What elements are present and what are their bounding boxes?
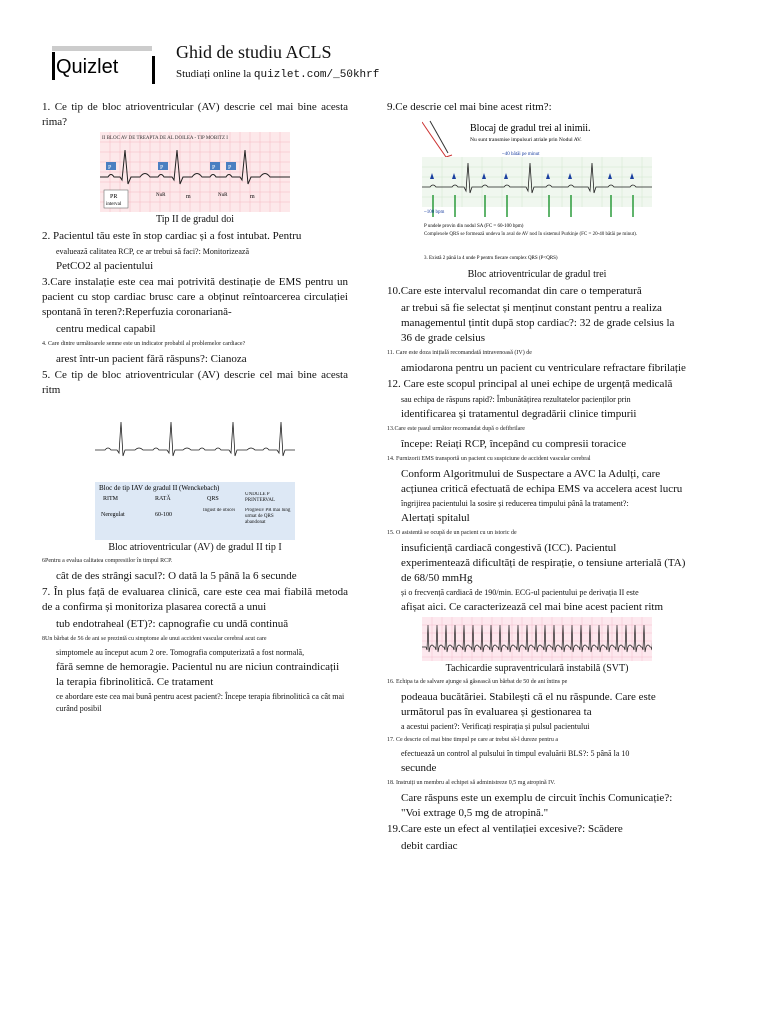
question-15: 15. O asistentă se ocupă de un pacient cu un istoric de	[387, 530, 517, 536]
question-17-detail: efectuează un control al pulsului în timpul evaluării BLS?: 5 până la 10	[401, 749, 630, 758]
question-10-answer: ar trebui să fie selectat și menținut constant pentru a realiza managementul țintit după stop cardiac?: 32 de grade celsius la 36 de grade celsius	[401, 302, 675, 344]
svg-text:RATĂ: RATĂ	[155, 496, 171, 502]
document-title: Ghid de studiu ACLS	[176, 42, 332, 62]
svg-text:P: P	[160, 165, 164, 171]
logo-bar	[52, 46, 152, 51]
svg-text:~100 bpm: ~100 bpm	[424, 210, 445, 215]
question-11: 11. Care este doza inițială recomandată intravenoasă (IV) de	[387, 350, 532, 356]
ecg-figure-svt	[422, 617, 652, 661]
question-18-answer: Care răspuns este un exemplu de circuit închis Comunicație?: "Voi extrage 0,5 mg de atropină."	[401, 792, 673, 819]
question-15-answer: insuficiență cardiacă congestivă (ICC). Pacientul experimentează dificultăți de respirație, o tensiune arterială (TA) de 68/50 mmHg	[401, 542, 686, 584]
question-7: 7. În plus față de evaluarea clinică, care este cea mai fiabilă metoda de a confirma și monitoriza plasarea corectă a unui	[42, 586, 348, 613]
logo-bar	[152, 56, 155, 84]
right-column	[387, 100, 687, 855]
svg-text:m: m	[186, 194, 191, 200]
subtitle-prefix: Studiați online la	[176, 68, 254, 80]
svg-text:P undele provin din nodul SA (: P undele provin din nodul SA (FC = 60-100 bpm)	[424, 224, 524, 229]
question-9: 9.Ce descrie cel mai bine acest ritm?:	[387, 101, 552, 113]
svg-text:P: P	[108, 165, 112, 171]
question-2: 2. Pacientul tău este în stop cardiac și a fost intubat. Pentru	[42, 230, 302, 242]
fig2-caption: Bloc de tip IAV de gradul II (Wenckebach)	[99, 484, 220, 492]
question-19-answer: debit cardiac	[401, 840, 458, 852]
svg-text:Neregulat: Neregulat	[101, 512, 125, 518]
figure-4-answer: Tachicardie supraventriculară instabilă (SVT)	[445, 663, 629, 674]
question-18: 18. Instruiți un membru al echipei să administreze 0,5 mg atropină IV.	[387, 780, 556, 786]
question-10: 10.Care este intervalul recomandat din care o temperatură	[387, 285, 642, 297]
svg-text:NuR: NuR	[156, 193, 166, 198]
question-12: 12. Care este scopul principal al unei echipe de urgență medicală	[387, 378, 673, 390]
svg-text:RITM: RITM	[103, 496, 118, 502]
ecg-figure-third-degree: Blocaj de gradul trei al inimii. Nu sunt transmise impulsuri atriale prin Nodul AV. ~40 bătăi pe minut ~100 bpm P undele provin din nodul SA (FC = 60-100 bpm) Complexele QRS se formează undeva în aval de AV nod în sistemul Purkinje (FC = 20-40 bătăi pe minut). 3. Există 2 până la 4 unde P pentru fiecare complex QRS (P<QRS)	[422, 117, 652, 267]
question-16-answer: podeaua bucătăriei. Stabilești că el nu răspunde. Care este următorul pas în evaluarea și gestionarea ta	[401, 691, 656, 718]
question-8-answer-detail: ce abordare este cea mai bună pentru acest pacient?: Începe terapia fibrinolitică ca cât mai curând posibil	[56, 692, 345, 713]
question-14-answer-2: Alertați spitalul	[401, 512, 470, 524]
document-subtitle	[176, 68, 379, 81]
ecg-figure-wenckebach: Bloc de tip IAV de gradul II (Wenckebach) RITM RATĂ QRS UNDULE P PRINTERVAL Neregulat 60-100 Îngust de obicei Progresiv PR mai lung urmat de QRS abandonat	[95, 400, 295, 540]
question-4-answer: arest într-un pacient fără răspuns?: Cianoza	[56, 353, 247, 365]
question-3: 3.Care instalație este cea mai potrivită destinație de EMS pentru un pacient cu stop cardiac brusc care a obținut reîntoarcerea circulației spontană în teren?:Reperfuzia coronariană-	[42, 276, 348, 318]
svg-text:PR: PR	[110, 194, 118, 200]
question-15-answer-2: afișat aici. Ce caracterizează cel mai bine acest pacient ritm	[401, 601, 664, 613]
figure-2-answer: Bloc atrioventricular (AV) de gradul II tip I	[108, 542, 282, 553]
fig3-subtitle: Nu sunt transmise impulsuri atriale prin Nodul AV.	[470, 137, 582, 143]
figure-1-answer: Tip II de gradul doi	[156, 214, 234, 225]
svg-text:m: m	[250, 194, 255, 200]
fig3-title: Blocaj de gradul trei al inimii.	[470, 123, 591, 134]
question-12-answer: identificarea și tratamentul degradării clinice timpurii	[401, 408, 637, 420]
question-16: 16. Echipa ta de salvare ajunge să găsească un bărbat de 50 de ani întins pe	[387, 679, 568, 685]
logo-bar	[52, 52, 55, 80]
question-6-answer: cât de des strângi sacul?: O dată la 5 până la 6 secunde	[56, 570, 297, 582]
question-19: 19.Care este un efect al ventilației excesive?: Scădere	[387, 823, 623, 835]
question-16-detail: a acestui pacient?: Verificați respirația și pulsul pacientului	[401, 722, 590, 731]
question-1: 1. Ce tip de bloc atrioventricular (AV) descrie cel mai bine acesta rima?	[42, 101, 349, 128]
question-8-detail: simptomele au început acum 2 ore. Tomografia computerizată a fost normală,	[56, 648, 305, 657]
svg-text:NuR: NuR	[218, 193, 228, 198]
question-14-detail: îngrijirea pacientului la sosire și reducerea timpului până la tratament?:	[401, 499, 629, 508]
question-7-answer: tub endotraheal (ET)?: capnografie cu undă continuă	[56, 618, 289, 630]
question-13-answer: începe: Reiați RCP, începând cu compresii toracice	[401, 438, 627, 450]
svg-text:60-100: 60-100	[155, 512, 172, 518]
question-14: 14. Furnizorii EMS transportă un pacient cu suspiciune de accident vascular cerebral	[387, 456, 591, 462]
left-column	[42, 100, 348, 716]
question-13: 13.Care este pasul următor recomandat după o defibrilare	[387, 426, 525, 432]
question-11-answer: amiodarona pentru un pacient cu ventriculare refractare fibrilație	[401, 362, 686, 374]
quizlet-logo	[52, 46, 156, 84]
svg-text:QRS: QRS	[207, 496, 219, 502]
question-15-detail: și o frecvență cardiacă de 190/min. ECG-ul pacientului pe derivația II este	[401, 588, 639, 597]
question-14-answer: Conform Algoritmului de Suspectare a AVC la Adulți, care acțiunea critică efectuată de echipa EMS va accelera acest lucru	[401, 468, 683, 495]
fig1-title: II BLOC AV DE TREAPTA DE AL DOILEA - TIP MOBITZ I	[102, 136, 228, 141]
question-2-detail: evaluează calitatea RCP, ce ar trebui să faci?: Monitorizează	[56, 247, 250, 256]
svg-text:3. Există 2 până la 4 unde P p: 3. Există 2 până la 4 unde P pentru fiecare complex QRS (P<QRS)	[424, 256, 558, 261]
svg-text:interval: interval	[106, 202, 122, 207]
figure-3-answer: Bloc atrioventricular de gradul trei	[467, 269, 607, 280]
svg-text:~40 bătăi pe minut: ~40 bătăi pe minut	[502, 152, 540, 157]
svg-text:P: P	[228, 165, 232, 171]
question-4: 4. Care dintre următoarele semne este un indicator probabil al problemelor cardiace?	[42, 341, 246, 347]
question-12-detail: sau echipa de răspuns rapid?: Îmbunătățirea rezultatelor pacienților prin	[401, 395, 631, 404]
question-6: 6Pentru a evalua calitatea compresiilor în timpul RCP.	[42, 558, 173, 564]
question-3-answer: centru medical capabil	[56, 323, 156, 335]
quizlet-url[interactable]: quizlet.com/_50khrf	[253, 69, 380, 81]
question-17: 17. Ce descrie cel mai bine timpul pe care ar trebui să-l dureze pentru a	[387, 737, 559, 743]
logo-text: Quizlet	[56, 56, 119, 78]
svg-text:P: P	[212, 165, 216, 171]
ecg-figure-mobitz	[100, 132, 290, 212]
question-2-answer: PetCO2 al pacientului	[56, 260, 154, 272]
question-17-answer: secunde	[401, 762, 437, 774]
question-5: 5. Ce tip de bloc atrioventricular (AV) descrie cel mai bine acesta ritm	[42, 369, 348, 396]
question-8-answer: fără semne de hemoragie. Pacientul nu are niciun contraindicații la terapia fibrinolitică. Ce tratament	[56, 661, 340, 688]
question-8: 8Un bărbat de 56 de ani se prezintă cu simptome ale unui accident vascular cerebral acut care	[42, 636, 267, 642]
